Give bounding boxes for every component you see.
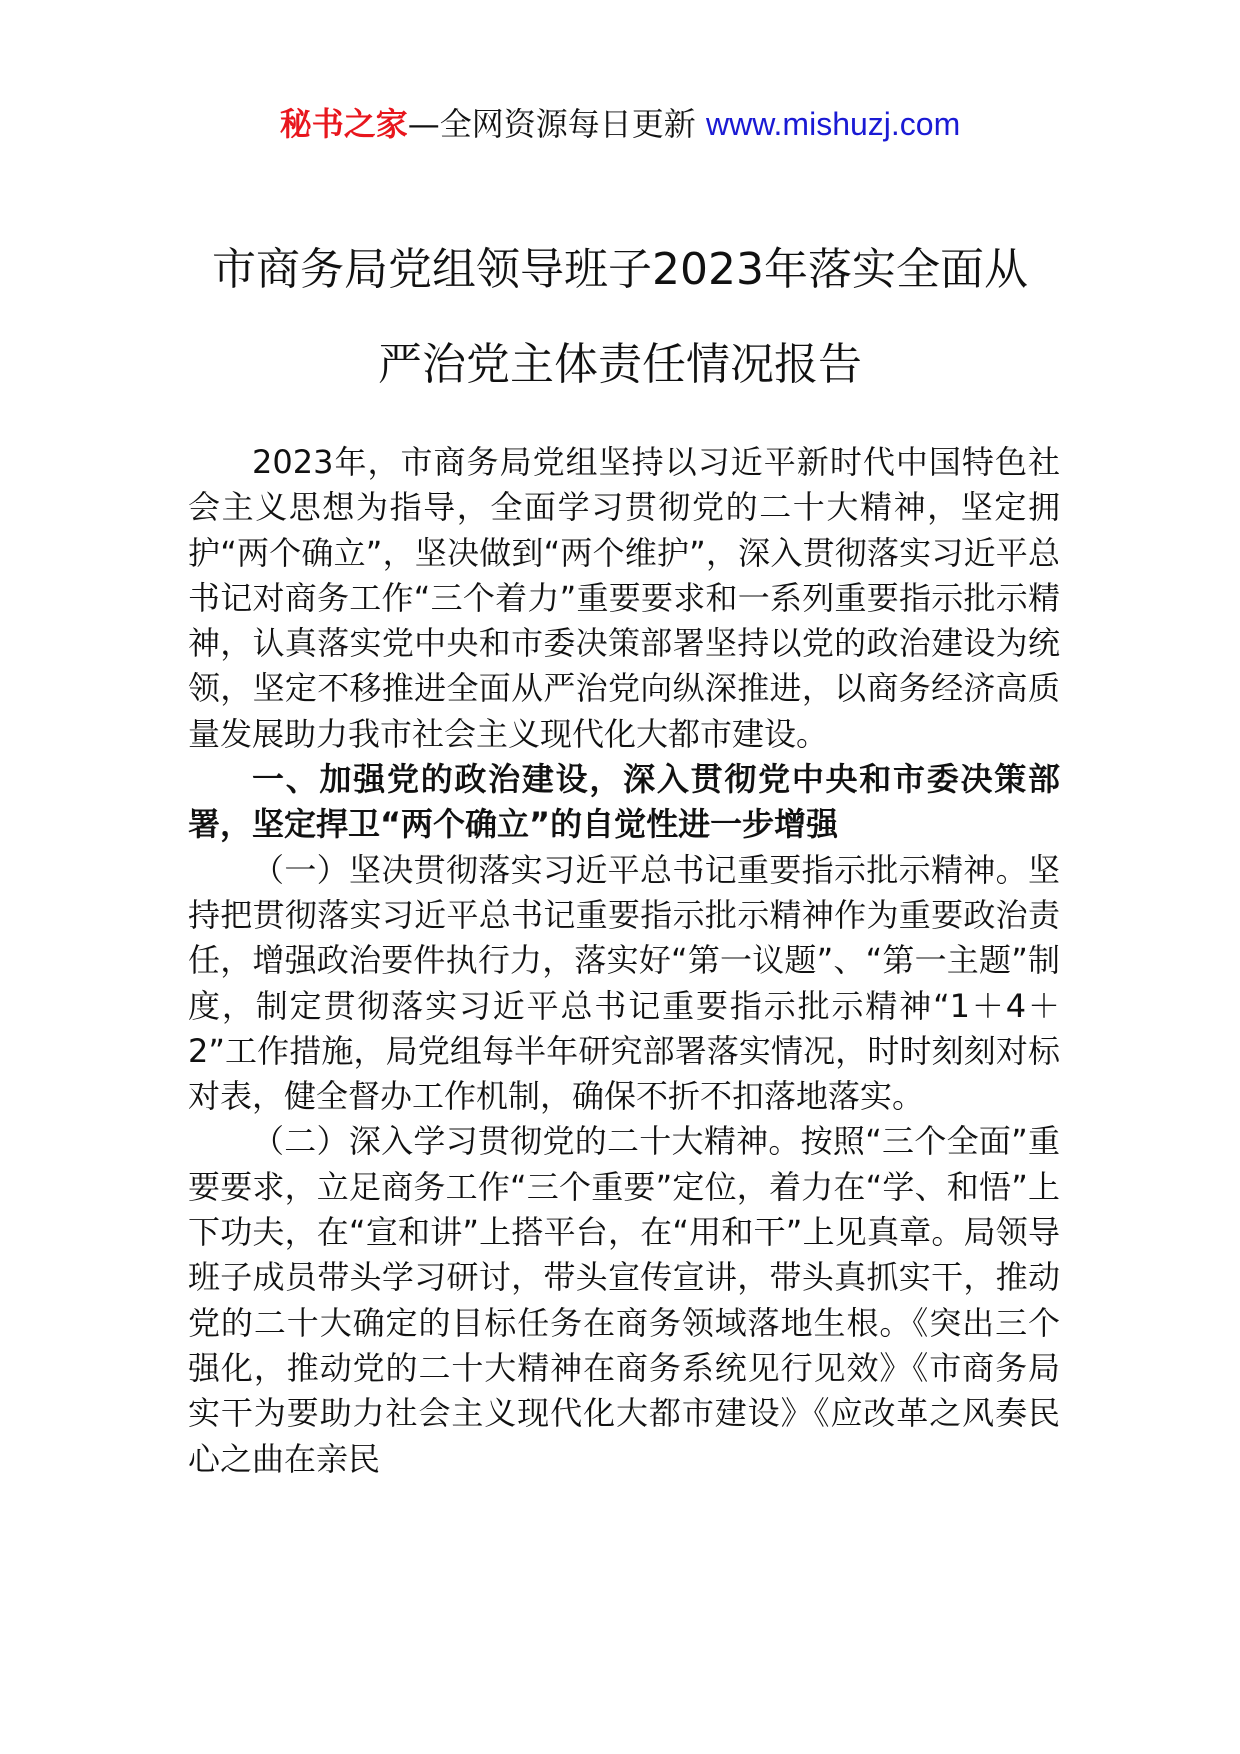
section-heading-1: 一、加强党的政治建设，深入贯彻党中央和市委决策部署，坚定捍卫“两个确立”的自觉性进一步增强: [188, 760, 1060, 844]
title-line-2: 严治党主体责任情况报告: [378, 339, 862, 390]
paragraph-intro: 2023年，市商务局党组坚持以习近平新时代中国特色社会主义思想为指导，全面学习贯彻党的二十大精神，坚定拥护“两个确立”，坚决做到“两个维护”，深入贯彻落实习近平总书记对商务工作“三个着力”重要要求和一系列重要指示批示精神，认真落实党中央和市委决策部署坚持以党的政治建设为统领，坚定不移推进全面从严治党向纵深推进，以商务经济高质量发展助力我市社会主义现代化大都市建设。: [188, 443, 1060, 753]
title-line-1: 市商务局党组领导班子2023年落实全面从: [212, 244, 1028, 295]
site-header: [0, 100, 1240, 148]
document-title: [120, 222, 1120, 412]
document-body: [188, 440, 1060, 1482]
header-dash: —: [407, 105, 440, 143]
paragraph-subsection-2: （二）深入学习贯彻党的二十大精神。按照“三个全面”重要要求，立足商务工作“三个重要”定位，着力在“学、和悟”上下功夫，在“宣和讲”上搭平台，在“用和干”上见真章。局领导班子成员带头学习研讨，带头宣传宣讲，带头真抓实干，推动党的二十大确定的目标任务在商务领域落地生根。《突出三个强化，推动党的二十大精神在商务系统见行见效》《市商务局实干为要助力社会主义现代化大都市建设》《应改革之风奏民心之曲在亲民: [188, 1122, 1060, 1478]
header-tagline: 全网资源每日更新: [439, 105, 696, 143]
brand-name: 秘书之家: [279, 105, 408, 143]
site-url-link[interactable]: www.mishuzj.com: [705, 106, 961, 142]
paragraph-subsection-1: （一）坚决贯彻落实习近平总书记重要指示批示精神。坚持把贯彻落实习近平总书记重要指示批示精神作为重要政治责任，增强政治要件执行力，落实好“第一议题”、“第一主题”制度，制定贯彻落实习近平总书记重要指示批示精神“1＋4＋2”工作措施，局党组每半年研究部署落实情况，时时刻刻对标对表，健全督办工作机制，确保不折不扣落地落实。: [188, 850, 1060, 1116]
